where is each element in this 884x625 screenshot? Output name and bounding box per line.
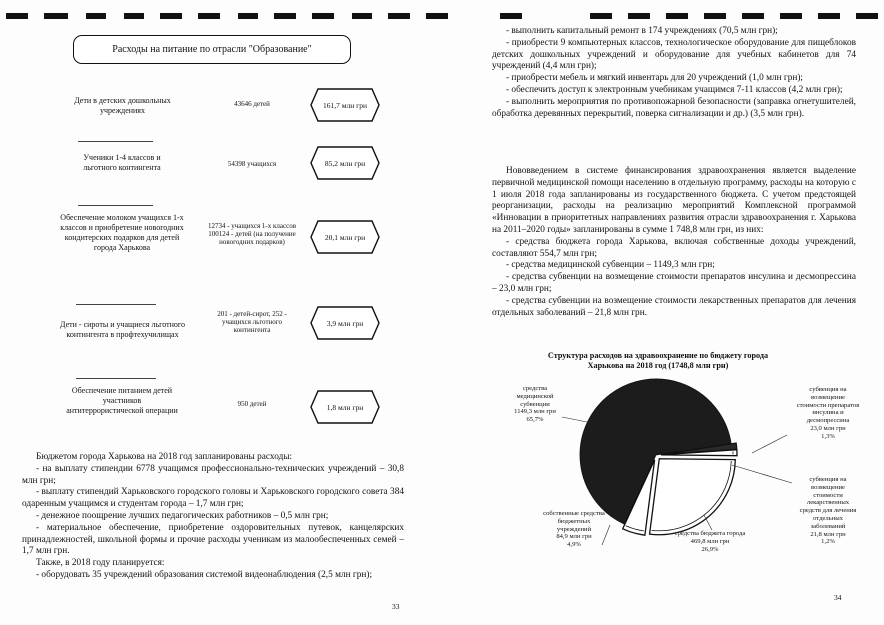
leader-line [732, 465, 792, 483]
slice-name: средства медицинской субвенции [516, 385, 554, 408]
slice-value: 21,8 млн грн [810, 530, 846, 538]
row-label: Ученики 1-4 классов и льготного контингента [83, 153, 161, 172]
slice-percent: 26,9% [701, 545, 719, 553]
page-right [442, 0, 884, 625]
paragraph: - средства субвенции на возмещение стоимости лекарственных препаратов для лечения отдельных заболеваний – 21,8 млн грн. [492, 295, 856, 318]
slice-percent: 65,7% [526, 416, 544, 424]
row-label: Обеспечение молоком учащихся 1-х классов и приобретение новогодних кондитерских подарков для детей города Харькова [60, 213, 184, 252]
paragraph: - средства бюджета города Харькова, включая собственные доходы учреждений, составляют 554,7 млн грн; [492, 236, 856, 259]
paragraph: - средства субвенции на возмещение стоимости препаратов инсулина и десмопрессина – 23,0 млн грн; [492, 272, 856, 294]
right-body-text-bottom [492, 166, 856, 319]
paragraph: - оборудовать 35 учреждений образования системой видеонаблюдения (2,5 млн грн); [36, 569, 373, 580]
paragraph: - выплату стипендий Харьковского городского головы и Харьковского городского совета 384 одаренным учащимся и студентам города – 1,7 млн грн; [22, 487, 404, 510]
paragraph: Бюджетом города Харькова на 2018 год запланированы расходы: [36, 452, 293, 462]
row-value: 161,7 млн грн [323, 100, 367, 110]
row-count: 950 детей [237, 400, 267, 408]
page-number: 33 [392, 602, 400, 611]
pie-label-own-funds [542, 510, 606, 549]
food-expenses-title: Расходы на питание по отрасли "Образование" [73, 35, 351, 64]
row-label: Дети - сироты и учащиеся льготного контингента в профтехучилищах [60, 320, 185, 339]
divider [78, 141, 153, 142]
paragraph: - на выплату стипендии 6778 учащимся профессионально-технических учреждений – 30,8 млн грн; [22, 463, 404, 486]
paragraph: - приобрести мебель и мягкий инвентарь для 20 учреждений (1,0 млн грн); [506, 73, 804, 84]
leader-line [562, 417, 592, 423]
pie-label-diseases [796, 476, 860, 546]
divider [76, 378, 156, 379]
row-value-hexagon [310, 146, 380, 180]
paragraph: - выполнить мероприятия по противопожарной безопасности (заправка огнетушителей, обработка деревянных перекрытий, поверка сигнализации и др.) (3,5 млн грн). [492, 96, 856, 119]
slice-name: собственные средства бюджетных учреждений [543, 510, 605, 533]
row-value-hexagon [310, 88, 380, 122]
slice-value: 84,9 млн грн [556, 533, 592, 541]
row-count: 12734 - учащихся 1-х классов 100124 - детей (на получение новогодних подарков) [207, 222, 297, 246]
paragraph: - выполнить капитальный ремонт в 174 учреждениях (70,5 млн грн); [506, 26, 778, 36]
slice-percent: 1,2% [821, 538, 835, 546]
row-value-hexagon [310, 390, 380, 424]
paragraph: - обеспечить доступ к электронным учебникам учащимся 7-11 классов (4,2 млн грн); [506, 84, 843, 95]
paragraph: - средства медицинской субвенции – 1149,3 млн грн; [506, 260, 715, 271]
divider [78, 205, 153, 206]
pie-label-insulin [796, 386, 860, 441]
row-value-hexagon [310, 220, 380, 254]
paragraph: - приобрести 9 компьютерных классов, технологическое оборудование для пищеблоков детских дошкольных учреждений и оборудование для учебных кабинетов для 74 учреждений (4,4 млн грн); [492, 37, 856, 72]
slice-name: средства бюджета города [674, 530, 746, 537]
pie-label-medical-subvention [505, 385, 565, 424]
paragraph: - материальное обеспечение, приобретение оздоровительных путевок, канцелярских принадлежностей, школьной формы и прочие расходы ученикам из малообеспеченных семей –1,7 млн грн. [22, 522, 404, 557]
left-body-text [22, 452, 404, 582]
row-value: 20,1 млн грн [324, 232, 366, 242]
row-label: Обеспечение питанием детей участников антитеррористической операции [66, 386, 178, 415]
slice-percent: 1,3% [821, 432, 835, 440]
row-count: 43646 детей [234, 100, 270, 108]
row-value: 85,2 млн грн [324, 158, 366, 168]
leader-line [752, 435, 787, 453]
pie-slice [650, 459, 736, 535]
slice-name: субвенция на возмещение стоимости препаратов инсулина и десмопрессина [796, 386, 860, 425]
row-count: 201 - детей-сирот, 252 - учащихся льготного контингента [217, 310, 287, 334]
divider [76, 304, 156, 305]
chart-title: Структура расходов на здравоохранение по бюджету города Харькова на 2018 год (1748,8 млн грн) [547, 351, 769, 370]
right-body-text-top [492, 26, 856, 120]
row-value: 3,9 млн грн [326, 318, 364, 328]
row-value-hexagon [310, 306, 380, 340]
paragraph: Также, в 2018 году планируется: [36, 558, 165, 569]
pie-label-city-budget [670, 530, 750, 553]
slice-value: 1149,3 млн грн [514, 408, 556, 416]
page-number: 34 [834, 593, 842, 602]
slice-percent: 4,9% [567, 541, 581, 549]
slice-value: 23,0 млн грн [810, 424, 846, 432]
row-value: 1,8 млн грн [326, 402, 364, 412]
slice-value: 469,8 млн грн [690, 537, 730, 545]
slice-name: субвенция на возмещение стоимости лекарственных средств для лечения отдельных заболеваний [799, 476, 857, 530]
paragraph: - денежное поощрение лучших педагогических работников – 0,5 млн грн; [36, 510, 329, 521]
row-count: 54398 учащихся [227, 160, 277, 168]
paragraph: Нововведением в системе финансирования здравоохранения является выделение первичной медицинской помощи населению в отдельную программу, расходы на которую с 1 июля 2018 года запланированы из государственного бюджета. С учетом предстоящей реорганизации, расходы на реализацию мероприятий Комплексной программой «Инновации в приоритетных направлениях развития отрасли здравоохранения г. Харькова на 2011–2020 годы» запланированы в сумме 1 748,8 млн грн, из них: [492, 166, 856, 235]
row-label: Дети в детских дошкольных учреждениях [74, 96, 171, 115]
